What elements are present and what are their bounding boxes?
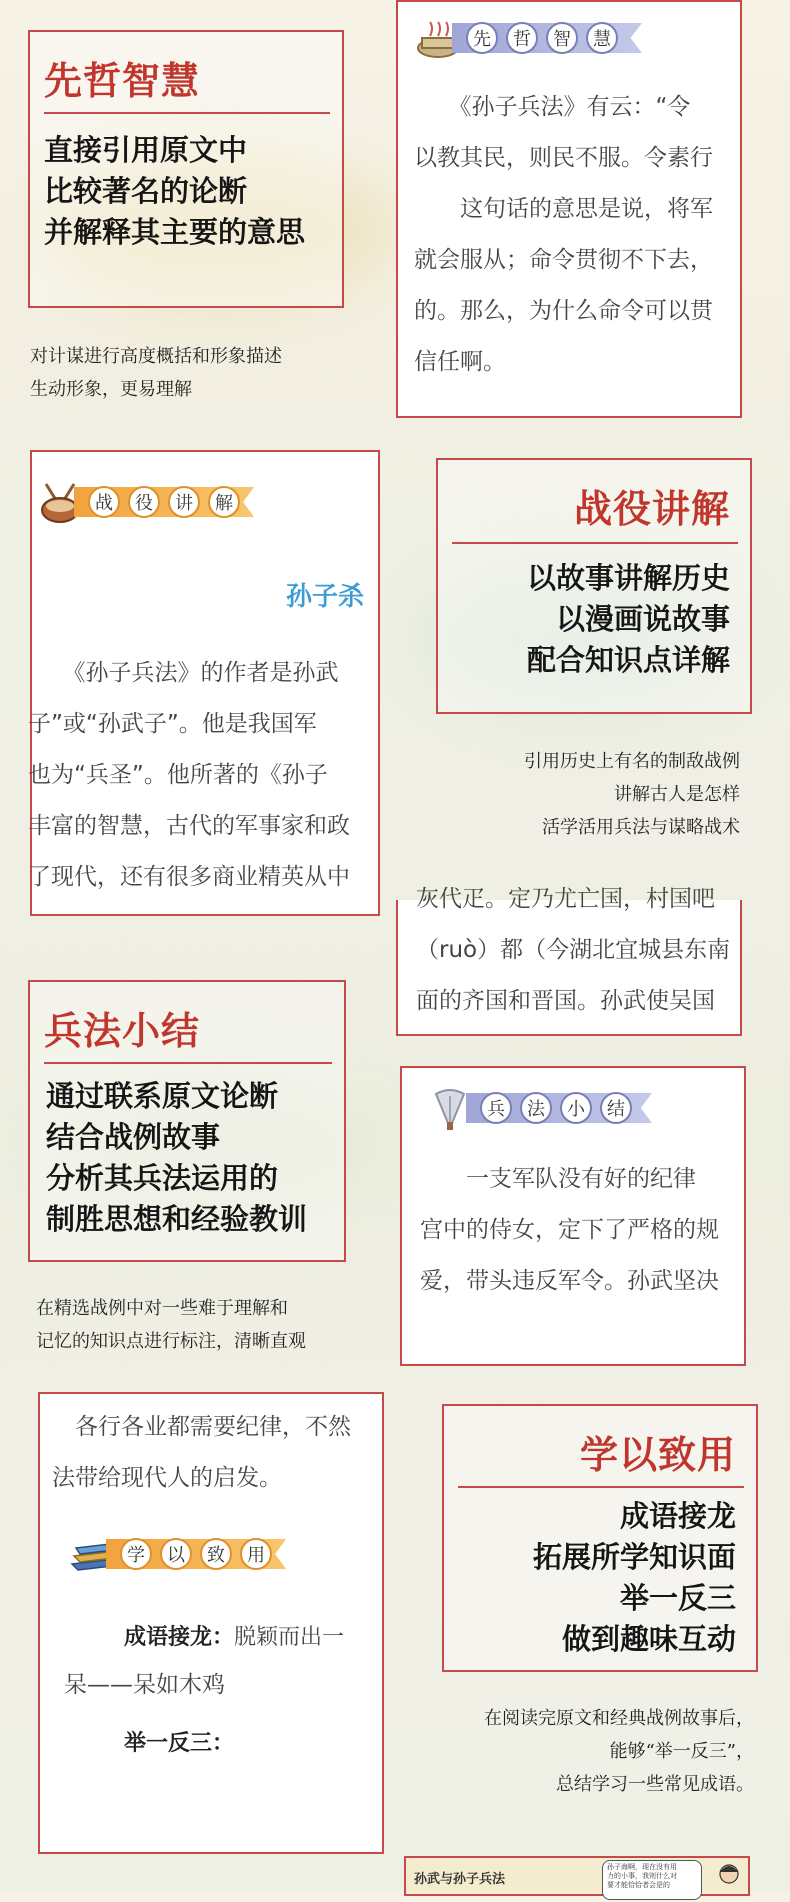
- feature-line: 以故事讲解历史: [526, 561, 730, 595]
- caption-line: 对计谋进行高度概括和形象描述: [30, 346, 282, 367]
- banner-char: 小: [560, 1092, 592, 1124]
- body-line: 宫中的侍女，定下了严格的规: [420, 1217, 719, 1243]
- caption-line: 总结学习一些常见成语。: [556, 1774, 754, 1795]
- body-line: 丰富的智慧，古代的军事家和政: [28, 813, 350, 839]
- comic-title: 孙武与孙子兵法: [414, 1872, 506, 1887]
- banner-char: 学: [120, 1538, 152, 1570]
- caption-line: 在精选战例中对一些难于理解和: [36, 1298, 288, 1319]
- banner-char: 役: [128, 486, 160, 518]
- body-line: 一支军队没有好的纪律: [420, 1166, 696, 1192]
- feature-line: 举一反三: [619, 1581, 736, 1615]
- feature-line: 以漫画说故事: [555, 602, 730, 636]
- bubble-line: 要才能恰恰者会是的: [607, 1881, 670, 1889]
- feature-caption: [524, 745, 740, 844]
- sample-clip-xueyi: [46, 1400, 376, 1846]
- sample-clip-bingfa: [414, 1074, 740, 1358]
- sample-body: [420, 1154, 719, 1307]
- caption-line: 能够“举一反三”，: [609, 1741, 754, 1762]
- title-rule: [458, 1486, 744, 1488]
- banner-char: 智: [546, 22, 578, 54]
- caption-line: 在阅读完原文和经典战例故事后，: [484, 1708, 754, 1729]
- feature-line: 成语接龙: [619, 1499, 736, 1533]
- feature-box-bingfa: [28, 980, 346, 1262]
- feature-caption: [36, 1292, 306, 1358]
- body-line: 也为“兵圣”。他所著的《孙子: [28, 762, 328, 788]
- section-banner: [36, 482, 276, 522]
- sample-clip-zhanyi: [28, 460, 374, 906]
- feature-line: 拓展所学知识面: [532, 1540, 736, 1574]
- caption-line: 讲解古人是怎样: [614, 784, 740, 805]
- body-line: 就会服从；命令贯彻不下去，: [414, 247, 713, 273]
- title-rule: [44, 1062, 332, 1064]
- sample-body: [28, 648, 350, 903]
- body-line: 面的齐国和晋国。孙武使吴国: [416, 988, 715, 1014]
- banner-char: 慧: [586, 22, 618, 54]
- feature-line: 配合知识点详解: [526, 643, 730, 677]
- banner-char: 法: [520, 1092, 552, 1124]
- caption-line: 记忆的知识点进行标注，清晰直观: [36, 1331, 306, 1352]
- idiom-value: 脱颖而出一: [234, 1625, 345, 1650]
- feature-line: 并解释其主要的意思: [44, 215, 306, 249]
- feature-box-xueyi: [442, 1404, 758, 1672]
- feature-box-xianzhe: [28, 30, 344, 308]
- body-line: 以教其民，则民不服。令素行: [414, 145, 713, 171]
- section-banner: [414, 18, 654, 58]
- feature-caption: [30, 340, 282, 406]
- sample-body: [52, 1402, 351, 1504]
- feature-title: 先哲智慧: [44, 59, 201, 103]
- banner-char: 用: [240, 1538, 272, 1570]
- character-figure-icon: [714, 1862, 744, 1902]
- sample-clip-continuation: [410, 886, 736, 1030]
- feature-line: 结合战例故事: [46, 1120, 221, 1154]
- feature-line: 分析其兵法运用的: [46, 1161, 279, 1195]
- banner-char: 哲: [506, 22, 538, 54]
- title-rule: [44, 112, 330, 114]
- story-heading: 孙子杀: [286, 582, 365, 612]
- body-line: 爱，带头违反军令。孙武坚决: [420, 1268, 719, 1294]
- body-line: 这句话的意思是说，将军: [414, 196, 713, 222]
- banner-char: 结: [600, 1092, 632, 1124]
- feature-title: 战役讲解: [573, 487, 730, 531]
- feature-box-zhanyi: [436, 458, 752, 714]
- analogy-label: 举一反三：: [124, 1731, 235, 1756]
- feature-title: 兵法小结: [44, 1009, 201, 1053]
- banner-char: 以: [160, 1538, 192, 1570]
- banner-char: 战: [88, 486, 120, 518]
- feature-lines: [46, 1076, 307, 1240]
- body-line: 《孙子兵法》有云：“令: [414, 94, 691, 120]
- caption-line: 生动形象，更易理解: [30, 379, 192, 400]
- sample-body: [416, 874, 730, 1027]
- comic-panel: [404, 1856, 750, 1896]
- feature-line: 通过联系原文论断: [46, 1079, 279, 1113]
- body-line: 法带给现代人的启发。: [52, 1465, 282, 1491]
- banner-char: 致: [200, 1538, 232, 1570]
- body-line: 《孙子兵法》的作者是孙武: [28, 660, 339, 686]
- sample-body: [414, 82, 713, 388]
- idiom-label: 成语接龙：: [124, 1625, 235, 1650]
- section-banner: [428, 1088, 668, 1128]
- feature-line: 比较著名的论断: [44, 174, 248, 208]
- body-line: （ruò）都（今湖北宜城县东南: [416, 937, 731, 963]
- feature-lines: [44, 130, 305, 253]
- body-line: 的。那么，为什么命令可以贯: [414, 298, 713, 324]
- feature-lines: [533, 1496, 736, 1660]
- feature-line: 制胜思想和经验教训: [46, 1202, 308, 1236]
- body-line: 子”或“孙武子”。他是我国军: [28, 711, 317, 737]
- bubble-line: 孙子海啊，现在没有用: [607, 1863, 677, 1871]
- body-line: 了现代，还有很多商业精英从中: [28, 864, 350, 890]
- idiom-line: 呆——呆如木鸡: [64, 1672, 225, 1698]
- idiom-chain: [124, 1620, 344, 1651]
- feature-title: 学以致用: [579, 1433, 736, 1477]
- caption-line: 引用历史上有名的制敌战例: [524, 751, 740, 772]
- banner-char: 先: [466, 22, 498, 54]
- speech-bubble: [602, 1860, 702, 1900]
- body-line: 灰代疋。定乃尤亡国，村国吧: [416, 886, 715, 912]
- banner-char: 解: [208, 486, 240, 518]
- banner-char: 讲: [168, 486, 200, 518]
- bubble-line: 力的小事，我则什么对: [607, 1872, 677, 1880]
- feature-lines: [527, 558, 730, 681]
- feature-caption: [484, 1702, 754, 1801]
- body-line: 信任啊。: [414, 349, 506, 375]
- feather-fan-icon: [428, 1088, 472, 1136]
- feature-line: 做到趣味互动: [561, 1622, 736, 1656]
- feature-line: 直接引用原文中: [44, 133, 248, 167]
- banner-char: 兵: [480, 1092, 512, 1124]
- sample-clip-xianzhe: [410, 6, 736, 406]
- section-banner: [68, 1534, 308, 1574]
- caption-line: 活学活用兵法与谋略战术: [542, 817, 740, 838]
- title-rule: [452, 542, 738, 544]
- body-line: 各行各业都需要纪律，不然: [52, 1414, 351, 1440]
